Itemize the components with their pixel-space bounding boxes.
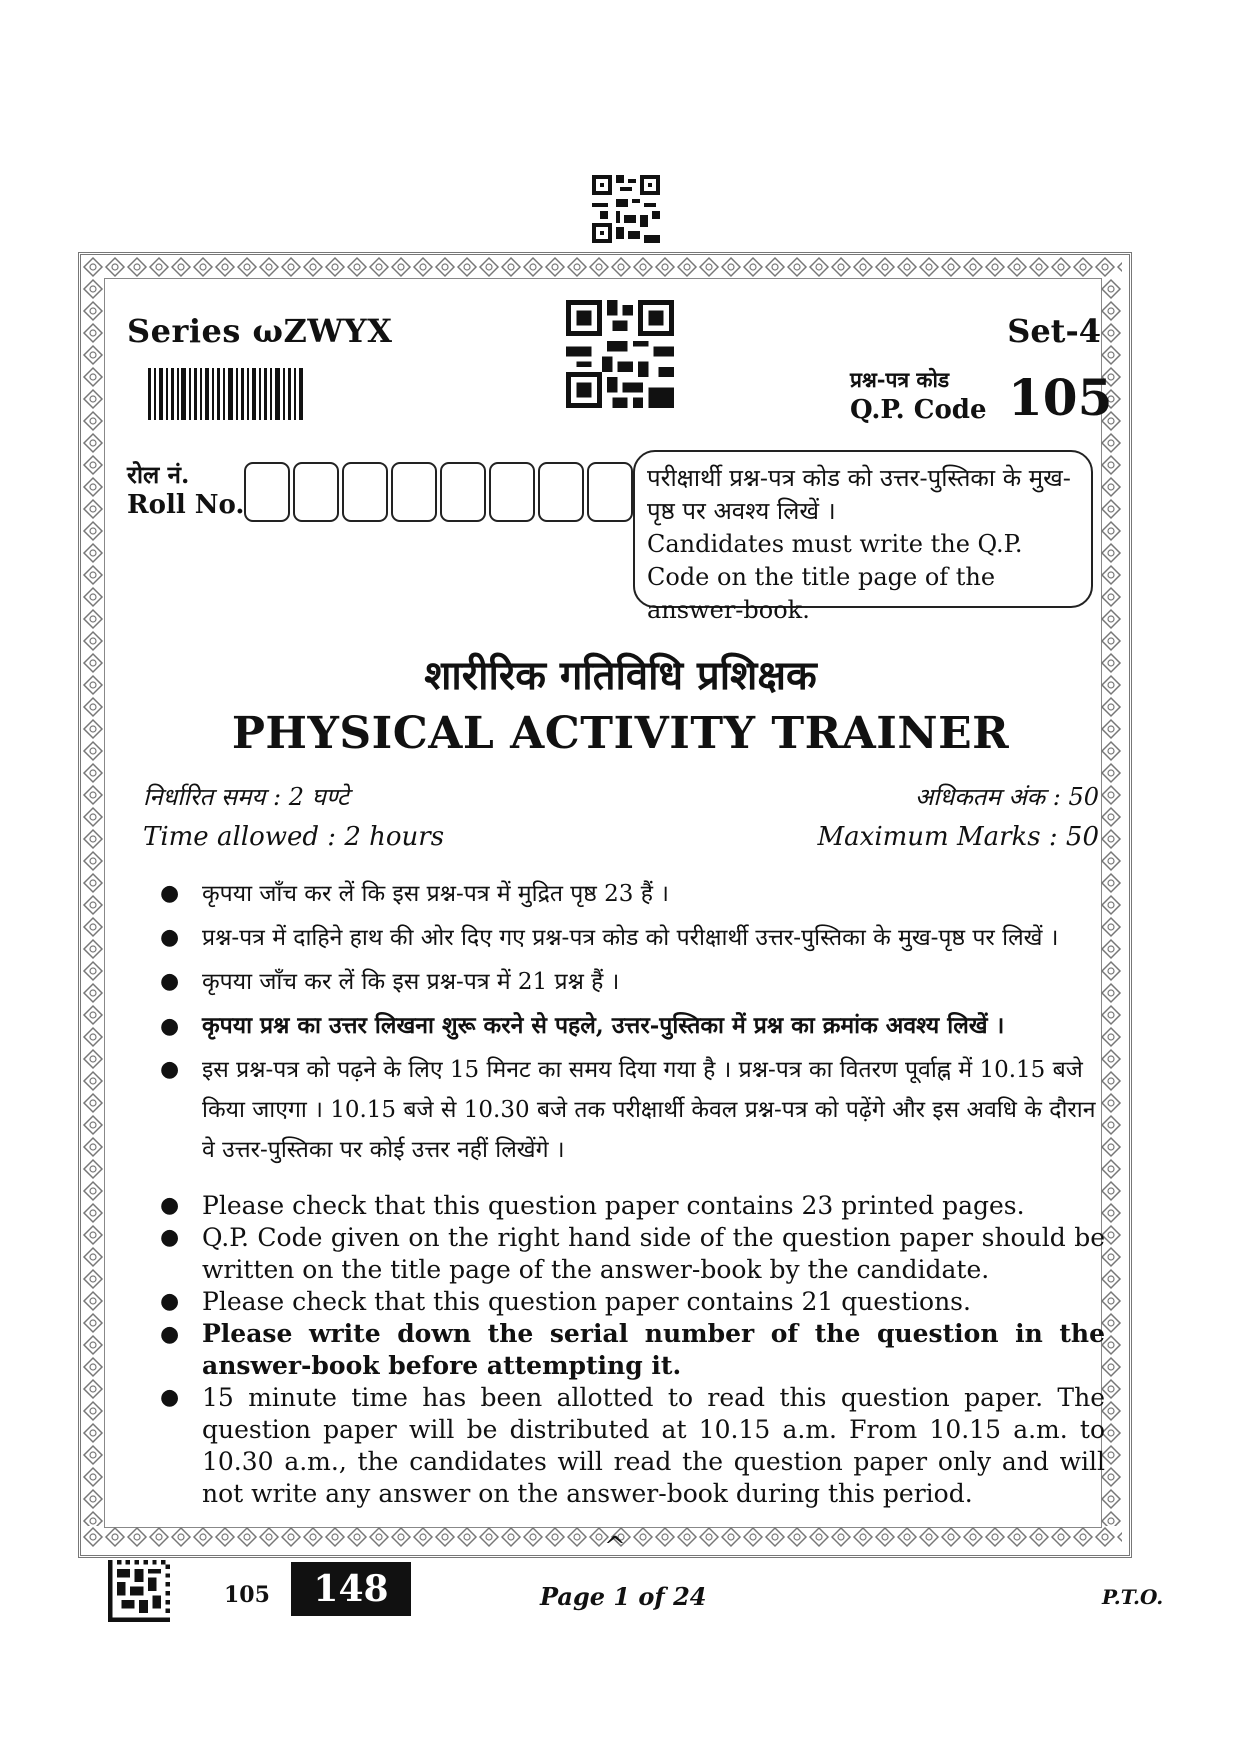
list-item: ● प्रश्न-पत्र में दाहिने हाथ की ओर दिए गए प्रश्न-पत्र कोड को परीक्षार्थी उत्तर-पुस्तिका के मुख-पृष्ठ पर लिखें । [160,925,1059,951]
footer-datamatrix-code [108,1560,170,1622]
footer-box-number: 148 [291,1562,411,1616]
notice-hindi: परीक्षार्थी प्रश्न-पत्र कोड को उत्तर-पुस्तिका के मुख-पृष्ठ पर अवश्य लिखें । [647,464,1071,525]
roll-number-boxes[interactable] [244,462,636,522]
roll-box[interactable] [391,462,437,522]
qp-code-notice-box [633,450,1093,624]
time-allowed: Time allowed : 2 hours [143,822,445,852]
subject-title-hindi: शारीरिक गतिविधि प्रशिक्षक [424,652,817,699]
list-item: ● कृपया जाँच कर लें कि इस प्रश्न-पत्र में 21 प्रश्न हैं । [160,969,620,995]
subject-title: PHYSICAL ACTIVITY TRAINER [231,708,1010,759]
list-item: ● Please check that this question paper contains 21 questions. [160,1287,971,1316]
border-pattern-top [82,256,1122,278]
instructions-hindi [150,874,1105,1174]
notice-english: Candidates must write the Q.P. Code on the title page of the answer-book. [647,530,1023,624]
set-number: Set-4 [1007,312,1101,350]
qp-code-label: Q.P. Code [850,395,987,425]
time-allowed-hindi: निर्धारित समय : 2 घण्टे [143,783,350,811]
border-pattern-bottom [82,1526,1122,1548]
list-item: ● Q.P. Code given on the right hand side of the question paper should be written on the title page of the answer-book by the candidate. [160,1223,1105,1284]
qp-code-label-hindi: प्रश्न-पत्र कोड [850,367,950,392]
header-qr-code [566,300,674,408]
list-item: ● 15 minute time has been allotted to read this question paper. The question paper will be distributed at 10.15 a.m. From 10.15 a.m. to 10.30 a.m., the candidates will read the question paper only and will not write any answer on the answer-book during this period. [160,1383,1105,1508]
barcode [148,368,308,424]
roll-label-hindi: रोल नं. [127,460,190,489]
roll-box[interactable] [489,462,535,522]
max-marks: Maximum Marks : 50 [817,822,1099,852]
series-label: Series ωZWYX [127,312,393,350]
list-item: ● कृपया जाँच कर लें कि इस प्रश्न-पत्र में मुद्रित पृष्ठ 23 हैं । [160,881,669,907]
top-qr-code [592,175,660,243]
footer-qp-code: 105 [224,1582,270,1608]
list-item: ● इस प्रश्न-पत्र को पढ़ने के लिए 15 मिनट का समय दिया गया है । प्रश्न-पत्र का वितरण पूर्वाह्न में 10.15 बजे किया जाएगा । 10.15 बजे से 10.30 बजे तक परीक्षार्थी केवल प्रश्न-पत्र को पढ़ेंगे और इस अवधि के दौरान वे उत्तर-पुस्तिका पर कोई उत्तर नहीं लिखेंगे । [160,1057,1096,1163]
roll-box[interactable] [587,462,633,522]
roll-box[interactable] [538,462,584,522]
border-pattern-left [82,278,104,1526]
roll-label: Roll No. [127,490,245,520]
pto-label: P.T.O. [1102,1585,1164,1609]
max-marks-hindi: अधिकतम अंक : 50 [914,783,1099,811]
roll-box[interactable] [440,462,486,522]
qp-code-number: 105 [1008,368,1113,427]
page-number: Page 1 of 24 [540,1582,707,1611]
roll-box[interactable] [342,462,388,522]
roll-box[interactable] [244,462,290,522]
list-item: ● Please write down the serial number of the question in the answer-book before attempting it. [160,1319,1105,1380]
caret-mark: ^ [604,1532,626,1562]
list-item: ● कृपया प्रश्न का उत्तर लिखना शुरू करने से पहले, उत्तर-पुस्तिका में प्रश्न का क्रमांक अवश्य लिखें । [160,1012,1005,1039]
instructions-english [150,1190,1105,1510]
list-item: ● Please check that this question paper contains 23 printed pages. [160,1191,1025,1220]
roll-box[interactable] [293,462,339,522]
